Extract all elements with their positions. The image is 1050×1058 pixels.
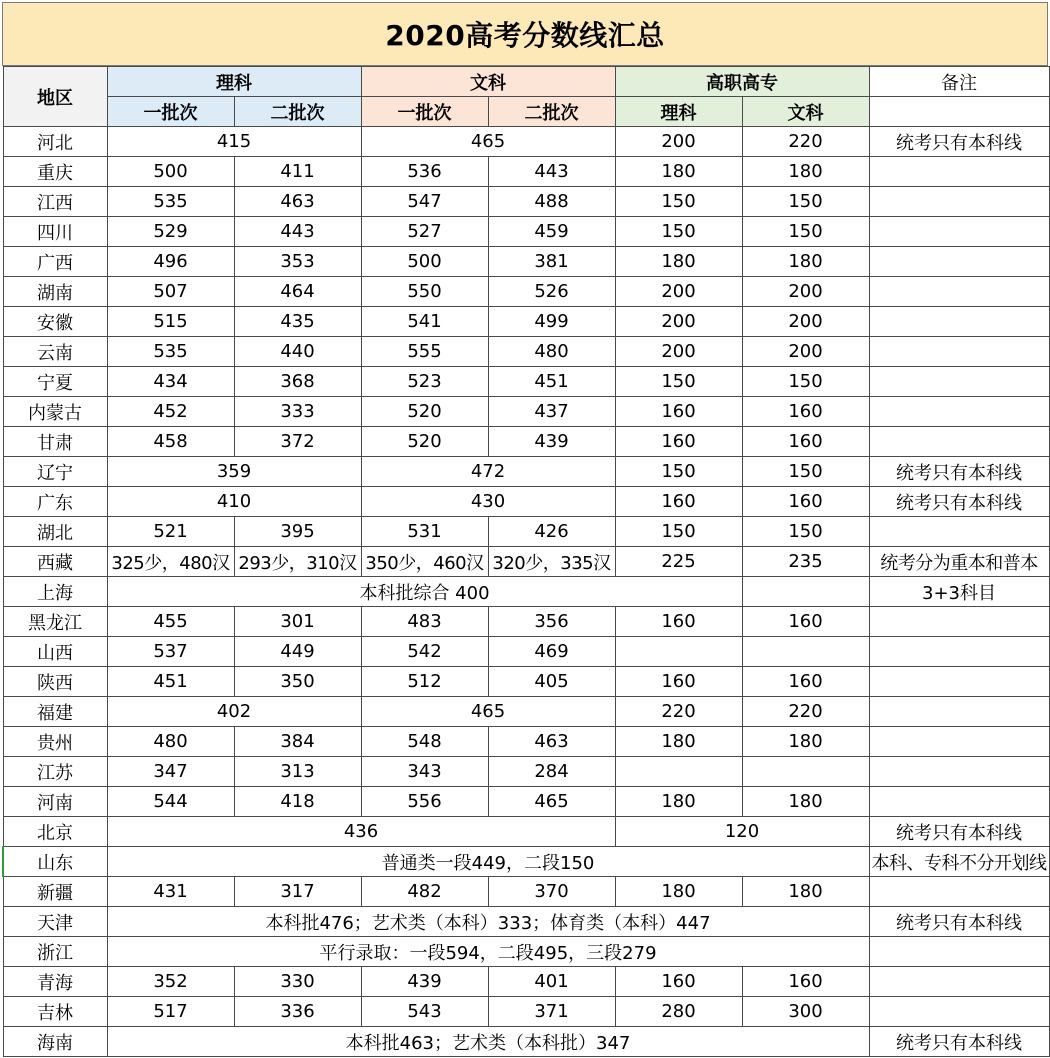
header-gaozhi[interactable]: 高职高专 <box>615 67 869 97</box>
cell-gz-li[interactable]: 150 <box>615 457 742 487</box>
cell-wen-batch1[interactable]: 512 <box>361 667 488 697</box>
cell-li-batch2[interactable]: 463 <box>234 187 361 217</box>
table-row <box>3 727 1049 757</box>
cell-note[interactable] <box>869 427 1049 457</box>
cell-li-batch1[interactable]: 535 <box>107 337 234 367</box>
cell-gz-li[interactable]: 225 <box>615 547 742 577</box>
cell-wen-batch2[interactable]: 437 <box>488 397 615 427</box>
cell-gz-wen[interactable]: 150 <box>742 187 869 217</box>
cell-gz-wen[interactable]: 200 <box>742 337 869 367</box>
cell-wen-batch2[interactable]: 381 <box>488 247 615 277</box>
cell-note[interactable] <box>869 187 1049 217</box>
cell-wen-batch2[interactable]: 459 <box>488 217 615 247</box>
cell-region[interactable]: 青海 <box>3 967 107 997</box>
cell-li-batch1[interactable]: 507 <box>107 277 234 307</box>
cell-li-batch2[interactable]: 411 <box>234 157 361 187</box>
cell-region[interactable]: 重庆 <box>3 157 107 187</box>
table-row <box>3 427 1049 457</box>
header-region[interactable]: 地区 <box>3 67 107 127</box>
cell-gz-wen[interactable]: 220 <box>742 697 869 727</box>
cell-region[interactable]: 天津 <box>3 907 107 937</box>
cell-region[interactable]: 新疆 <box>3 877 107 907</box>
header-note[interactable]: 备注 <box>869 67 1049 97</box>
cell-wen-batch2[interactable]: 439 <box>488 427 615 457</box>
cell-gz-li[interactable]: 180 <box>615 787 742 817</box>
cell-region[interactable]: 内蒙古 <box>3 397 107 427</box>
cell-note[interactable] <box>869 877 1049 907</box>
cell-gz-wen[interactable]: 150 <box>742 217 869 247</box>
cell-li-batch2[interactable]: 440 <box>234 337 361 367</box>
cell-wen-batch2[interactable]: 488 <box>488 187 615 217</box>
table-row <box>3 607 1049 637</box>
cell-wen-batch1[interactable]: 550 <box>361 277 488 307</box>
cell-note[interactable] <box>869 937 1049 967</box>
cell-combined-all[interactable]: 平行录取：一段594，二段495，三段279 <box>107 937 869 967</box>
table-row <box>3 577 1049 607</box>
cell-li-batch2[interactable]: 368 <box>234 367 361 397</box>
cell-region[interactable]: 黑龙江 <box>3 607 107 637</box>
cell-li-batch2[interactable]: 353 <box>234 247 361 277</box>
cell-gz-li[interactable]: 280 <box>615 997 742 1027</box>
cell-li-batch2[interactable]: 372 <box>234 427 361 457</box>
cell-region[interactable]: 湖北 <box>3 517 107 547</box>
cell-wen-batch2[interactable]: 401 <box>488 967 615 997</box>
cell-wen-batch2[interactable]: 469 <box>488 637 615 667</box>
cell-note[interactable]: 统考只有本科线 <box>869 907 1049 937</box>
cell-wen-batch1[interactable]: 483 <box>361 607 488 637</box>
cell-gz-li[interactable]: 160 <box>615 967 742 997</box>
cell-gz-wen[interactable]: 160 <box>742 427 869 457</box>
cell-region[interactable]: 广东 <box>3 487 107 517</box>
cell-wen-batch1[interactable]: 541 <box>361 307 488 337</box>
table-row <box>3 787 1049 817</box>
cell-gz-li[interactable]: 160 <box>615 487 742 517</box>
cell-combined-all[interactable]: 普通类一段449，二段150 <box>107 847 869 877</box>
cell-note[interactable] <box>869 157 1049 187</box>
cell-note[interactable] <box>869 247 1049 277</box>
header-row-2 <box>3 97 1049 127</box>
table-row <box>3 997 1049 1027</box>
cell-li-batch1[interactable]: 521 <box>107 517 234 547</box>
cell-li-batch1[interactable]: 537 <box>107 637 234 667</box>
cell-region[interactable]: 安徽 <box>3 307 107 337</box>
cell-gz-li[interactable]: 180 <box>615 247 742 277</box>
table-row <box>3 367 1049 397</box>
cell-note[interactable] <box>869 367 1049 397</box>
cell-note[interactable] <box>869 517 1049 547</box>
cell-li-batch1[interactable]: 451 <box>107 667 234 697</box>
header-gz-li[interactable]: 理科 <box>615 97 742 127</box>
cell-gz-wen[interactable]: 300 <box>742 997 869 1027</box>
cell-gz-li[interactable]: 160 <box>615 427 742 457</box>
sheet-title: 2020高考分数线汇总 <box>2 2 1048 66</box>
header-li-batch2[interactable]: 二批次 <box>234 97 361 127</box>
header-gz-wen[interactable]: 文科 <box>742 97 869 127</box>
header-row-1 <box>3 67 1049 97</box>
cell-gz-li[interactable]: 160 <box>615 397 742 427</box>
cell-wen-batch2[interactable]: 451 <box>488 367 615 397</box>
cell-note[interactable] <box>869 757 1049 787</box>
header-wen-batch2[interactable]: 二批次 <box>488 97 615 127</box>
cell-benke[interactable]: 436 <box>107 817 615 847</box>
cell-li[interactable]: 410 <box>107 487 361 517</box>
cell-gz-li[interactable]: 150 <box>615 187 742 217</box>
cell-gz-li[interactable]: 150 <box>615 217 742 247</box>
table-row <box>3 457 1049 487</box>
cell-wen-batch1[interactable]: 547 <box>361 187 488 217</box>
cell-wen-batch1[interactable]: 523 <box>361 367 488 397</box>
table-row <box>3 637 1049 667</box>
cell-region[interactable]: 河南 <box>3 787 107 817</box>
cell-li-batch2[interactable]: 330 <box>234 967 361 997</box>
table-row <box>3 907 1049 937</box>
cell-li-batch1[interactable]: 325少，480汉 <box>107 547 234 577</box>
cell-gz-li[interactable]: 200 <box>615 277 742 307</box>
cell-note[interactable] <box>869 607 1049 637</box>
cell-li-batch1[interactable]: 544 <box>107 787 234 817</box>
table-row <box>3 157 1049 187</box>
cell-wen-batch1[interactable]: 527 <box>361 217 488 247</box>
cell-wen-batch1[interactable]: 350少，460汉 <box>361 547 488 577</box>
table-row <box>3 127 1049 157</box>
cell-wen-batch1[interactable]: 500 <box>361 247 488 277</box>
cell-gz-li[interactable] <box>615 637 742 667</box>
table-row <box>3 247 1049 277</box>
cell-region[interactable]: 山东 <box>3 847 107 877</box>
cell-combined-all[interactable]: 本科批463；艺术类（本科批）347 <box>107 1027 869 1057</box>
cell-region[interactable]: 辽宁 <box>3 457 107 487</box>
cell-li-batch1[interactable]: 431 <box>107 877 234 907</box>
cell-note[interactable] <box>869 727 1049 757</box>
cell-gz-wen[interactable]: 150 <box>742 367 869 397</box>
cell-gz-wen[interactable] <box>742 757 869 787</box>
cell-gz-wen[interactable]: 180 <box>742 157 869 187</box>
cell-li-batch2[interactable]: 333 <box>234 397 361 427</box>
cell-gz-li[interactable]: 200 <box>615 337 742 367</box>
cell-gz-wen[interactable]: 160 <box>742 967 869 997</box>
cell-note[interactable] <box>869 667 1049 697</box>
cell-note[interactable] <box>869 787 1049 817</box>
cell-wen[interactable]: 465 <box>361 697 615 727</box>
cell-wen-batch2[interactable]: 443 <box>488 157 615 187</box>
table-row <box>3 337 1049 367</box>
cell-gz-wen[interactable]: 180 <box>742 877 869 907</box>
cell-wen-batch2[interactable]: 371 <box>488 997 615 1027</box>
cell-li-batch1[interactable]: 529 <box>107 217 234 247</box>
cell-region[interactable]: 浙江 <box>3 937 107 967</box>
cell-li-batch1[interactable]: 517 <box>107 997 234 1027</box>
cell-gz-li[interactable]: 180 <box>615 877 742 907</box>
cell-wen-batch1[interactable]: 520 <box>361 427 488 457</box>
cell-li-batch2[interactable]: 449 <box>234 637 361 667</box>
cell-li-batch2[interactable]: 464 <box>234 277 361 307</box>
cell-region[interactable]: 上海 <box>3 577 107 607</box>
cell-wen-batch1[interactable]: 556 <box>361 787 488 817</box>
cell-region[interactable]: 江苏 <box>3 757 107 787</box>
header-li-batch1[interactable]: 一批次 <box>107 97 234 127</box>
cell-wen-batch1[interactable]: 520 <box>361 397 488 427</box>
cell-region[interactable]: 广西 <box>3 247 107 277</box>
cell-region[interactable]: 甘肃 <box>3 427 107 457</box>
cell-wen-batch2[interactable]: 370 <box>488 877 615 907</box>
table-row <box>3 307 1049 337</box>
cell-wen-batch1[interactable]: 548 <box>361 727 488 757</box>
cell-wen-batch2[interactable]: 426 <box>488 517 615 547</box>
cell-region[interactable]: 海南 <box>3 1027 107 1057</box>
cell-gz-wen[interactable]: 180 <box>742 727 869 757</box>
cell-wen-batch1[interactable]: 482 <box>361 877 488 907</box>
cell-li-batch1[interactable]: 496 <box>107 247 234 277</box>
cell-note[interactable] <box>869 397 1049 427</box>
cell-wen-batch1[interactable]: 555 <box>361 337 488 367</box>
cell-combined-all[interactable]: 本科批476；艺术类（本科）333；体育类（本科）447 <box>107 907 869 937</box>
cell-li-batch1[interactable]: 455 <box>107 607 234 637</box>
cell-region[interactable]: 北京 <box>3 817 107 847</box>
cell-region[interactable]: 贵州 <box>3 727 107 757</box>
cell-li-batch1[interactable]: 352 <box>107 967 234 997</box>
cell-note[interactable]: 统考只有本科线 <box>869 817 1049 847</box>
cell-li[interactable]: 415 <box>107 127 361 157</box>
table-row <box>3 757 1049 787</box>
table-row <box>3 277 1049 307</box>
cell-li-batch2[interactable]: 435 <box>234 307 361 337</box>
cell-li-batch2[interactable]: 313 <box>234 757 361 787</box>
table-row <box>3 217 1049 247</box>
cell-note[interactable] <box>869 217 1049 247</box>
cell-wen-batch2[interactable]: 356 <box>488 607 615 637</box>
cell-wen-batch2[interactable]: 284 <box>488 757 615 787</box>
table-row <box>3 1027 1049 1057</box>
cell-gz-li[interactable]: 150 <box>615 517 742 547</box>
cell-wen-batch2[interactable]: 465 <box>488 787 615 817</box>
cell-region[interactable]: 河北 <box>3 127 107 157</box>
cell-region[interactable]: 陕西 <box>3 667 107 697</box>
table-row <box>3 187 1049 217</box>
cell-note[interactable] <box>869 307 1049 337</box>
cell-gz-li[interactable]: 220 <box>615 697 742 727</box>
table-row <box>3 817 1049 847</box>
cell-gz-li[interactable]: 180 <box>615 727 742 757</box>
cell-wen-batch2[interactable]: 480 <box>488 337 615 367</box>
cell-note[interactable]: 3+3科目 <box>869 577 1049 607</box>
cell-region[interactable]: 四川 <box>3 217 107 247</box>
table-row <box>3 697 1049 727</box>
cell-gz-wen[interactable]: 160 <box>742 607 869 637</box>
cell-wen-batch2[interactable]: 526 <box>488 277 615 307</box>
cell-li[interactable]: 359 <box>107 457 361 487</box>
cell-wen-batch2[interactable]: 463 <box>488 727 615 757</box>
cell-li-batch1[interactable]: 434 <box>107 367 234 397</box>
cell-li-batch1[interactable]: 500 <box>107 157 234 187</box>
cell-li-batch1[interactable]: 515 <box>107 307 234 337</box>
cell-wen-batch1[interactable]: 343 <box>361 757 488 787</box>
cell-li-batch1[interactable]: 347 <box>107 757 234 787</box>
cell-gz-wen[interactable]: 200 <box>742 307 869 337</box>
cell-combined[interactable]: 本科批综合 400 <box>107 577 742 607</box>
cell-gz-wen[interactable]: 160 <box>742 667 869 697</box>
cell-li-batch2[interactable]: 395 <box>234 517 361 547</box>
cell-li-batch2[interactable]: 443 <box>234 217 361 247</box>
cell-note[interactable] <box>869 637 1049 667</box>
cell-gz-li[interactable]: 180 <box>615 157 742 187</box>
cell-li-batch2[interactable]: 293少，310汉 <box>234 547 361 577</box>
cell-note[interactable] <box>869 277 1049 307</box>
cell-gz-li[interactable]: 160 <box>615 607 742 637</box>
cell-note[interactable]: 统考只有本科线 <box>869 487 1049 517</box>
cell-li-batch1[interactable]: 458 <box>107 427 234 457</box>
header-wen[interactable]: 文科 <box>361 67 615 97</box>
cell-region[interactable]: 吉林 <box>3 997 107 1027</box>
cell-wen-batch1[interactable]: 439 <box>361 967 488 997</box>
header-note-blank[interactable] <box>869 97 1049 127</box>
cell-note[interactable] <box>869 997 1049 1027</box>
cell-wen-batch2[interactable]: 405 <box>488 667 615 697</box>
cell-li-batch2[interactable]: 317 <box>234 877 361 907</box>
cell-gz-wen[interactable]: 220 <box>742 127 869 157</box>
cell-wen[interactable]: 472 <box>361 457 615 487</box>
cell-gz-li[interactable]: 150 <box>615 367 742 397</box>
cell-gz-wen[interactable]: 200 <box>742 277 869 307</box>
cell-gz-li[interactable]: 200 <box>615 307 742 337</box>
table-row <box>3 667 1049 697</box>
cell-li-batch2[interactable]: 336 <box>234 997 361 1027</box>
cell-gz-li[interactable] <box>615 757 742 787</box>
cell-note[interactable] <box>869 967 1049 997</box>
cell-gz-wen[interactable]: 150 <box>742 457 869 487</box>
table-row <box>3 847 1049 877</box>
cell-region[interactable]: 云南 <box>3 337 107 367</box>
cell-wen-batch1[interactable]: 531 <box>361 517 488 547</box>
table-row <box>3 547 1049 577</box>
table-row <box>3 487 1049 517</box>
cell-gz-li[interactable]: 200 <box>615 127 742 157</box>
table-row <box>3 967 1049 997</box>
cell-wen[interactable]: 465 <box>361 127 615 157</box>
cell-li-batch2[interactable]: 301 <box>234 607 361 637</box>
cell-note[interactable]: 本科、专科不分开划线 <box>869 847 1049 877</box>
cell-li-batch1[interactable]: 535 <box>107 187 234 217</box>
table-row <box>3 397 1049 427</box>
cell-note[interactable] <box>869 697 1049 727</box>
cell-wen-batch1[interactable]: 542 <box>361 637 488 667</box>
cell-li-batch2[interactable]: 350 <box>234 667 361 697</box>
cell-region[interactable]: 福建 <box>3 697 107 727</box>
cell-note[interactable]: 统考只有本科线 <box>869 457 1049 487</box>
cell-li-batch1[interactable]: 480 <box>107 727 234 757</box>
table-row <box>3 937 1049 967</box>
cell-wen[interactable]: 430 <box>361 487 615 517</box>
table-row <box>3 517 1049 547</box>
cell-li[interactable]: 402 <box>107 697 361 727</box>
cell-note[interactable] <box>869 337 1049 367</box>
cell-gz-wen[interactable]: 150 <box>742 517 869 547</box>
cell-gz-wen[interactable]: 160 <box>742 487 869 517</box>
cell-blank[interactable] <box>742 577 869 607</box>
cell-wen-batch1[interactable]: 536 <box>361 157 488 187</box>
cell-region[interactable]: 湖南 <box>3 277 107 307</box>
cell-gaozhi[interactable]: 120 <box>615 817 869 847</box>
cell-gz-wen[interactable]: 235 <box>742 547 869 577</box>
cell-li-batch2[interactable]: 384 <box>234 727 361 757</box>
cell-region[interactable]: 山西 <box>3 637 107 667</box>
table-row <box>3 877 1049 907</box>
score-table <box>2 66 1050 1057</box>
header-li[interactable]: 理科 <box>107 67 361 97</box>
cell-li-batch2[interactable]: 418 <box>234 787 361 817</box>
header-wen-batch1[interactable]: 一批次 <box>361 97 488 127</box>
cell-note[interactable]: 统考只有本科线 <box>869 127 1049 157</box>
cell-region[interactable]: 宁夏 <box>3 367 107 397</box>
cell-li-batch1[interactable]: 452 <box>107 397 234 427</box>
cell-gz-wen[interactable] <box>742 637 869 667</box>
cell-note[interactable]: 统考只有本科线 <box>869 1027 1049 1057</box>
cell-gz-li[interactable]: 160 <box>615 667 742 697</box>
cell-wen-batch2[interactable]: 499 <box>488 307 615 337</box>
cell-gz-wen[interactable]: 160 <box>742 397 869 427</box>
cell-gz-wen[interactable]: 180 <box>742 247 869 277</box>
cell-gz-wen[interactable]: 180 <box>742 787 869 817</box>
cell-region[interactable]: 江西 <box>3 187 107 217</box>
cell-region[interactable]: 西藏 <box>3 547 107 577</box>
cell-wen-batch2[interactable]: 320少，335汉 <box>488 547 615 577</box>
cell-note[interactable]: 统考分为重本和普本 <box>869 547 1049 577</box>
cell-wen-batch1[interactable]: 543 <box>361 997 488 1027</box>
